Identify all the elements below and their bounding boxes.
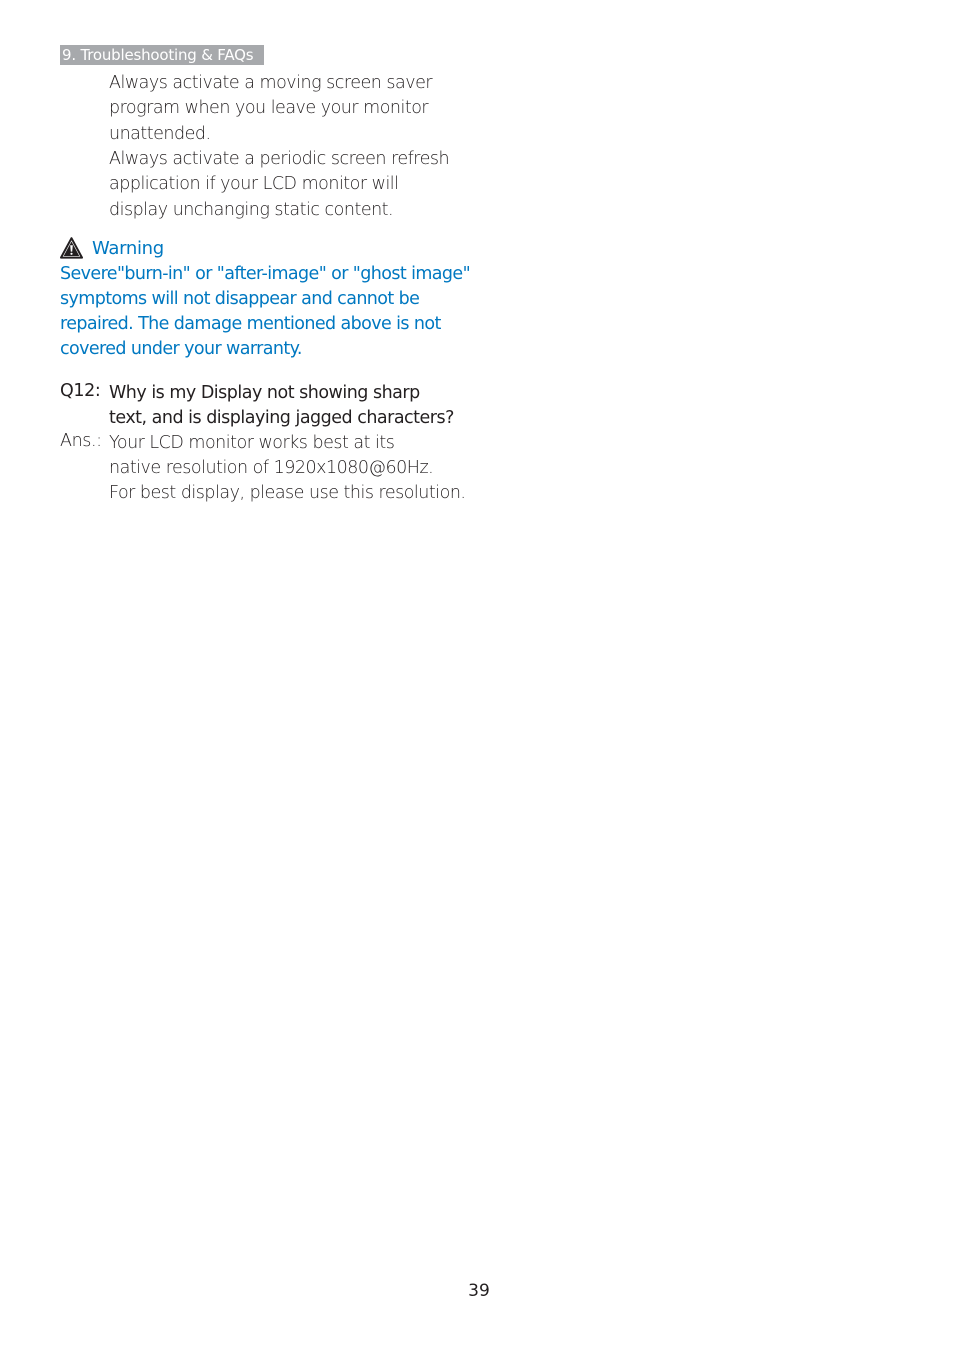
- tip-line: application if your LCD monitor will: [109, 174, 399, 195]
- warning-triangle-icon: [60, 237, 83, 259]
- question-line: text, and is displaying jagged characters?: [109, 408, 454, 428]
- page-number: 39: [468, 1281, 490, 1301]
- question-text: [109, 381, 454, 431]
- answer-label: Ans.:: [60, 431, 102, 451]
- warning-heading: [60, 235, 164, 261]
- warning-line: covered under your warranty.: [60, 339, 302, 359]
- tip-line: Always activate a periodic screen refresh: [109, 149, 450, 169]
- warning-text: [60, 262, 470, 362]
- warning-title: Warning: [92, 237, 164, 259]
- tip-screen-refresh: [109, 147, 449, 223]
- tip-line: Always activate a moving screen saver: [109, 73, 433, 93]
- tip-line: display unchanging static content.: [109, 199, 394, 220]
- answer-text: [109, 431, 465, 506]
- answer-line: Your LCD monitor works best at its: [109, 433, 395, 453]
- tip-line: program when you leave your monitor: [109, 98, 429, 119]
- answer-line: native resolution of 1920x1080@60Hz.: [109, 458, 434, 478]
- question-line: Why is my Display not showing sharp: [109, 383, 420, 403]
- tip-screen-saver: [109, 71, 432, 147]
- warning-line: symptoms will not disappear and cannot be: [60, 289, 420, 309]
- tip-line: unattended.: [109, 123, 211, 144]
- section-header-tab: 9. Troubleshooting & FAQs: [60, 45, 264, 65]
- question-label: Q12:: [60, 381, 101, 401]
- warning-line: Severe"burn-in" or "after-image" or "ghost image": [60, 264, 471, 284]
- warning-line: repaired. The damage mentioned above is not: [60, 314, 441, 334]
- answer-line: For best display, please use this resolution.: [109, 483, 466, 503]
